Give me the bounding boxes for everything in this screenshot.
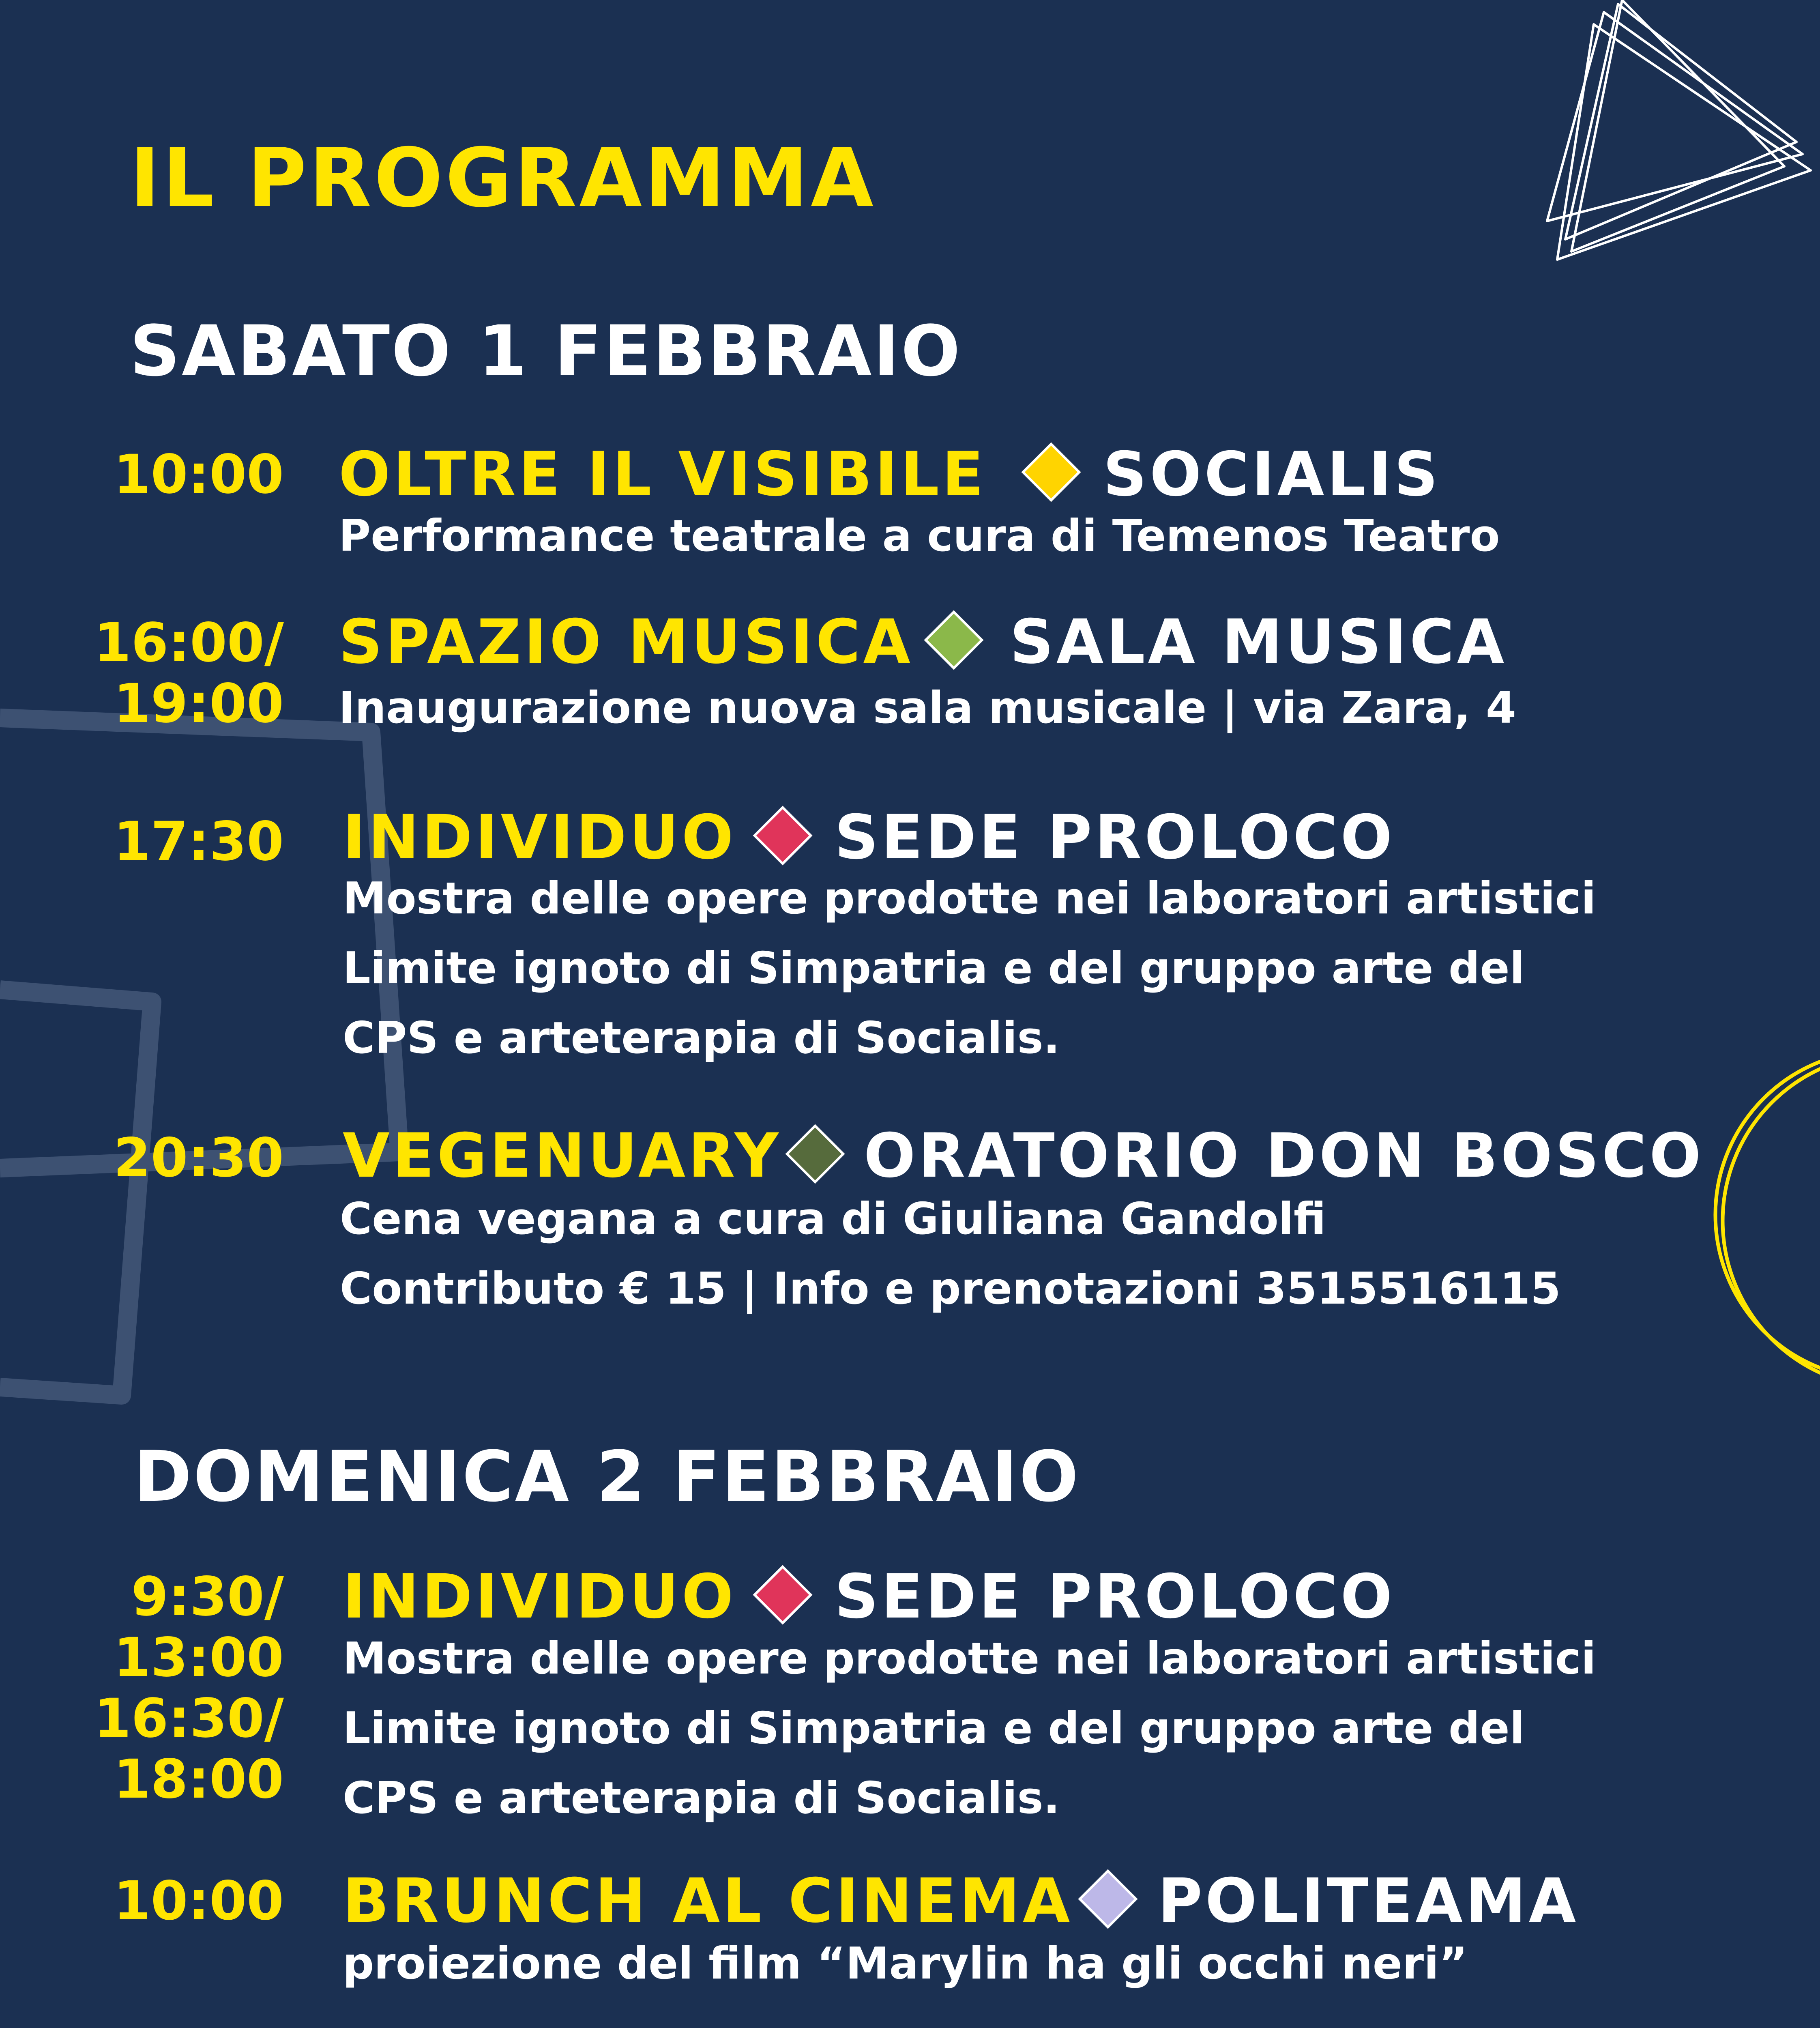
- yellow-circle-outline-icon: [1715, 1051, 1820, 1388]
- event-description-line: Performance teatrale a cura di Temenos Teatro: [339, 511, 1500, 561]
- event-description-line: Mostra delle opere prodotte nei laboratori artistici: [343, 1633, 1596, 1684]
- event-description-line: Limite ignoto di Simpatria e del gruppo arte del: [343, 1703, 1525, 1754]
- day-title-sunday: DOMENICA 2 FEBBRAIO: [134, 1436, 1080, 1517]
- triangle-outline-icon: [1547, 0, 1811, 260]
- event-time: 20:30: [113, 1127, 284, 1189]
- event-description-line: Cena vegana a cura di Giuliana Gandolfi: [340, 1194, 1326, 1244]
- event-description-line: Limite ignoto di Simpatria e del gruppo arte del: [343, 943, 1525, 994]
- event-time: 9:30/ 13:00 16:30/ 18:00: [94, 1566, 284, 1811]
- event-venue: ORATORIO DON BOSCO: [864, 1121, 1704, 1191]
- event-venue: SALA MUSICA: [1010, 607, 1507, 677]
- venue-marker-icon: [1021, 442, 1081, 502]
- event-description-line: CPS e arteterapia di Socialis.: [343, 1773, 1060, 1824]
- event-time: 17:30: [113, 810, 284, 873]
- event-description-line: proiezione del film “Marylin ha gli occhi neri”: [343, 1938, 1468, 1989]
- venue-marker-icon: [785, 1124, 845, 1184]
- event-description-line: Mostra delle opere prodotte nei laboratori artistici: [343, 873, 1596, 924]
- event-description-line: Inaugurazione nuova sala musicale | via Zara, 4: [339, 683, 1517, 733]
- venue-marker-icon: [753, 1565, 812, 1624]
- venue-marker-icon: [924, 610, 983, 670]
- event-title: VEGENUARY: [343, 1121, 781, 1191]
- event-venue: SEDE PROLOCO: [835, 802, 1395, 873]
- event-venue: POLITEAMA: [1158, 1866, 1579, 1936]
- event-title: INDIVIDUO: [343, 1562, 736, 1632]
- event-venue: SEDE PROLOCO: [835, 1562, 1395, 1632]
- event-title: OLTRE IL VISIBILE: [339, 439, 987, 510]
- venue-marker-icon: [1078, 1869, 1138, 1929]
- event-time: 10:00: [113, 443, 284, 506]
- venue-marker-icon: [753, 806, 812, 865]
- event-title: BRUNCH AL CINEMA: [343, 1866, 1073, 1936]
- day-title-saturday: SABATO 1 FEBBRAIO: [130, 310, 962, 392]
- event-description-line: CPS e arteterapia di Socialis.: [343, 1013, 1060, 1063]
- event-venue: SOCIALIS: [1103, 439, 1441, 510]
- event-title: INDIVIDUO: [343, 802, 736, 873]
- event-time: 16:00/ 19:00: [94, 612, 284, 735]
- page-title: IL PROGRAMMA: [130, 131, 876, 226]
- event-time: 10:00: [113, 1870, 284, 1932]
- event-title: SPAZIO MUSICA: [339, 607, 913, 677]
- event-description-line: Contributo € 15 | Info e prenotazioni 3515516115: [340, 1263, 1561, 1314]
